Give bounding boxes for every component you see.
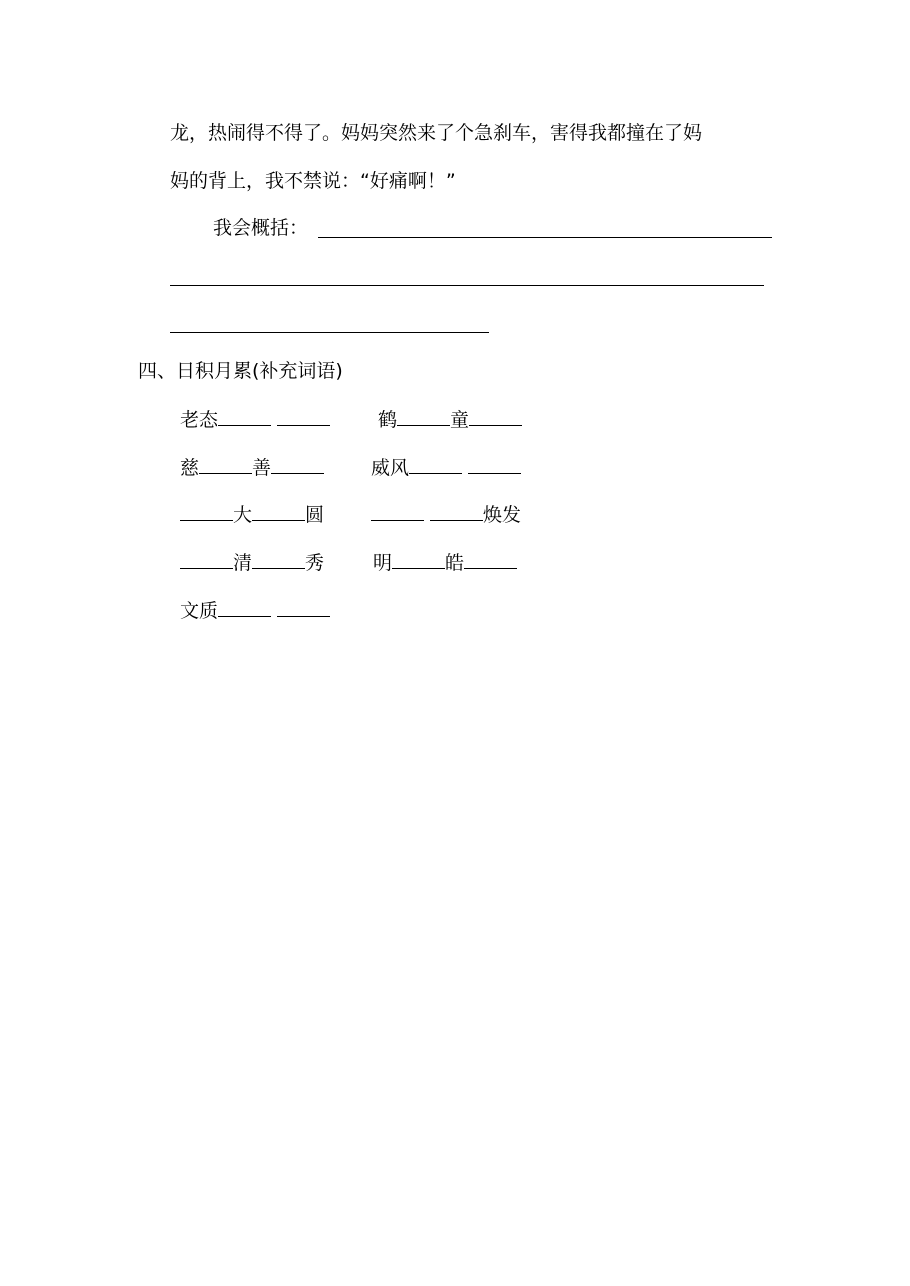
idiom-4-blank-2[interactable] — [468, 455, 521, 474]
idiom-item-8 — [373, 550, 517, 575]
passage-line-2: 妈的背上，我不禁说：“好痛啊！” — [170, 170, 456, 192]
idiom-4-prefix: 威风 — [371, 457, 410, 479]
idiom-item-1 — [180, 407, 330, 432]
section-4-title: 四、日积月累(补充词语) — [138, 360, 343, 382]
idiom-item-6 — [371, 502, 521, 527]
idiom-7-suffix: 秀 — [305, 552, 325, 574]
idiom-item-7 — [180, 550, 324, 575]
passage-line-1: 龙，热闹得不得了。妈妈突然来了个急刹车，害得我都撞在了妈 — [170, 122, 703, 144]
summary-answer-line-3[interactable] — [170, 332, 489, 333]
idiom-3-mid: 善 — [252, 457, 272, 479]
idiom-3-blank-2[interactable] — [271, 455, 324, 474]
summary-label: 我会概括： — [213, 217, 309, 239]
summary-answer-line-2[interactable] — [170, 285, 764, 286]
idiom-9-blank-1[interactable] — [218, 598, 271, 617]
idiom-item-4 — [371, 455, 521, 480]
idiom-2-mid: 童 — [450, 409, 470, 431]
idiom-8-mid: 皓 — [445, 552, 465, 574]
idiom-4-blank-1[interactable] — [409, 455, 462, 474]
idiom-5-blank-2[interactable] — [252, 502, 305, 521]
idiom-2-prefix: 鹤 — [378, 409, 398, 431]
idiom-9-prefix: 文质 — [180, 600, 219, 622]
idiom-9-blank-2[interactable] — [277, 598, 330, 617]
idiom-8-blank-2[interactable] — [464, 550, 517, 569]
idiom-5-blank-1[interactable] — [180, 502, 233, 521]
idiom-item-5 — [180, 502, 324, 527]
idiom-6-blank-1[interactable] — [371, 502, 424, 521]
idiom-8-blank-1[interactable] — [392, 550, 445, 569]
idiom-6-suffix: 焕发 — [483, 504, 522, 526]
summary-answer-line-1[interactable] — [318, 237, 772, 238]
idiom-5-mid: 大 — [233, 504, 253, 526]
idiom-3-prefix: 慈 — [180, 457, 200, 479]
idiom-3-blank-1[interactable] — [199, 455, 252, 474]
idiom-6-blank-2[interactable] — [430, 502, 483, 521]
idiom-1-prefix: 老态 — [180, 409, 219, 431]
idiom-2-blank-1[interactable] — [397, 407, 450, 426]
idiom-1-blank-2[interactable] — [277, 407, 330, 426]
idiom-8-prefix: 明 — [373, 552, 393, 574]
idiom-7-blank-2[interactable] — [252, 550, 305, 569]
idiom-item-3 — [180, 455, 324, 480]
idiom-7-blank-1[interactable] — [180, 550, 233, 569]
idiom-item-2 — [378, 407, 522, 432]
idiom-2-blank-2[interactable] — [469, 407, 522, 426]
idiom-item-9 — [180, 598, 330, 623]
idiom-5-suffix: 圆 — [305, 504, 325, 526]
idiom-7-mid: 清 — [233, 552, 253, 574]
idiom-1-blank-1[interactable] — [218, 407, 271, 426]
